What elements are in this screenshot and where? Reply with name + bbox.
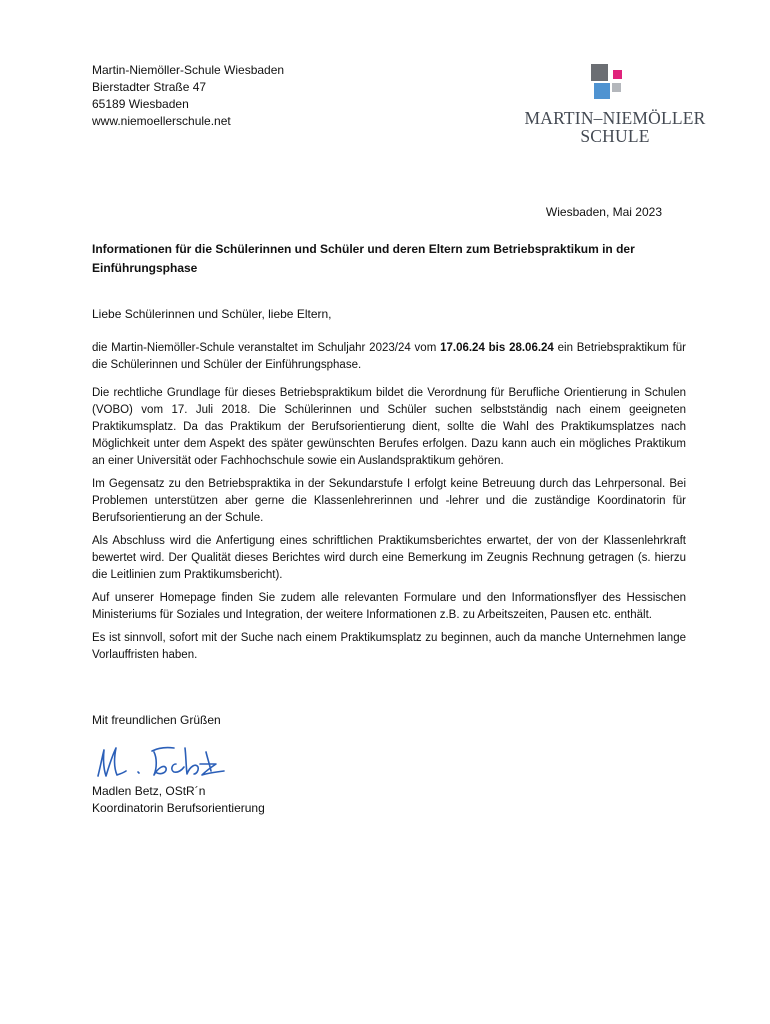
logo-wordmark: [520, 109, 710, 145]
logo-line-1: MARTIN–NIEMÖLLER: [524, 108, 706, 128]
salutation: Liebe Schülerinnen und Schüler, liebe Eltern,: [92, 307, 332, 321]
sender-street: Bierstadter Straße 47: [92, 80, 207, 94]
logo-square-pink: [613, 70, 622, 79]
body-paragraph: Die rechtliche Grundlage für dieses Betriebspraktikum bildet die Verordnung für Berufliche Orientierung in Schulen (VOBO) vom 17. Juli 2018. Die Schülerinnen und Schüler suchen selbstständig nach einem geeigneten Praktikumsplatz. Da das Praktikum der Berufsorientierung dient, sollte die Wahl des Praktikumsplatzes nach Möglichkeit unter dem Aspekt des später gewünschten Berufes erfolgen. Dazu kann auch ein mögliches Praktikum an einer Universität oder Fachhochschule sowie ein Auslandspraktikum gehören.: [92, 387, 686, 467]
logo-square-dark: [591, 64, 608, 81]
signer-name: Madlen Betz, OStR´n: [92, 784, 206, 798]
sender-name: Martin-Niemöller-Schule Wiesbaden: [92, 63, 285, 77]
body-paragraph: Als Abschluss wird die Anfertigung eines schriftlichen Praktikumsberichtes erwartet, der von der Klassenlehrkraft bewertet wird. Der Qualität dieses Berichtes wird durch eine Bemerkung im Zeugnis Rechnung getragen (s. hierzu die Leitlinien zum Praktikumsbericht).: [92, 535, 686, 581]
letter-subject: Informationen für die Schülerinnen und Schüler und deren Eltern zum Betriebspraktikum in der Einführungsphase: [92, 242, 635, 275]
body-paragraph: Im Gegensatz zu den Betriebspraktika in der Sekundarstufe I erfolgt keine Betreuung durch das Lehrpersonal. Bei Problemen unterstützen aber gerne die Klassenlehrerinnen und -lehrer und die zuständige Koordinatorin für Berufsorientierung an der Schule.: [92, 478, 686, 524]
body-paragraph: Es ist sinnvoll, sofort mit der Suche nach einem Praktikumsplatz zu beginnen, auch da manche Unternehmen lange Vorlauffristen haben.: [92, 632, 686, 661]
sender-website: www.niemoellerschule.net: [92, 114, 231, 128]
handwritten-signature-icon: [92, 738, 232, 786]
date-between: bis: [484, 342, 510, 354]
signer-role: Koordinatorin Berufsorientierung: [92, 801, 265, 815]
intro-text-before: die Martin-Niemöller-Schule veranstaltet im Schuljahr 2023/24 vom: [92, 342, 441, 354]
date-from: 17.06.24: [440, 342, 485, 354]
letter-date: Wiesbaden, Mai 2023: [545, 205, 662, 219]
date-to: 28.06.24: [509, 342, 554, 354]
intro-text-after: ein Betriebspraktikum für die Schülerinnen und Schüler der Einführungsphase.: [92, 342, 687, 371]
letter-body: [92, 340, 686, 670]
sender-address: [92, 62, 284, 130]
school-logo: [520, 62, 710, 147]
signer-block: [92, 783, 265, 817]
logo-line-2: SCHULE: [580, 126, 650, 146]
closing-phrase: Mit freundlichen Grüßen: [92, 713, 221, 727]
body-paragraph: Auf unserer Homepage finden Sie zudem alle relevanten Formulare und den Informationsflyer des Hessischen Ministeriums für Soziales und Integration, der weitere Informationen z.B. zu Arbeitszeiten, Pausen etc. enthält.: [92, 592, 686, 621]
intro-paragraph: [92, 340, 686, 374]
sender-city: 65189 Wiesbaden: [92, 97, 189, 111]
logo-square-blue: [594, 83, 610, 99]
logo-square-light: [612, 83, 621, 92]
